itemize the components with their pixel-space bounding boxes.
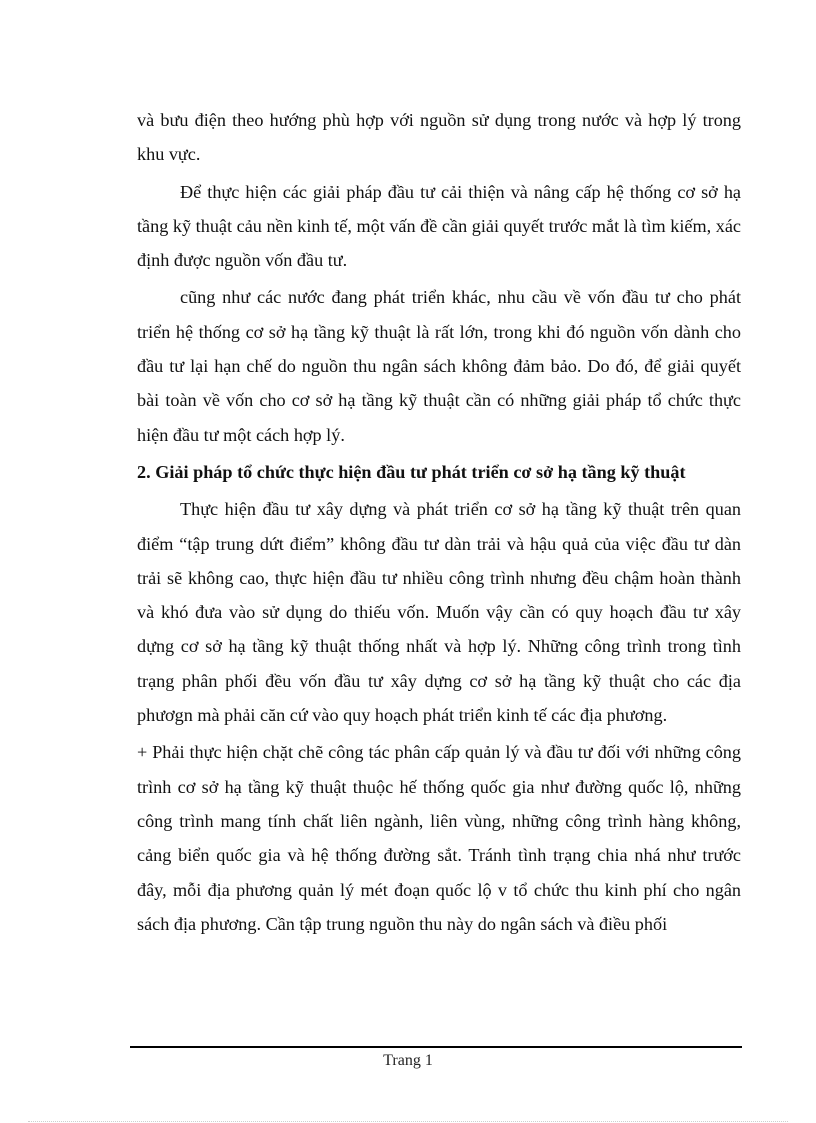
page-number: Trang 1 (383, 1052, 433, 1069)
footer-divider (130, 1046, 742, 1048)
section-heading: 2. Giải pháp tổ chức thực hiện đầu tư phát triển cơ sở hạ tầng kỹ thuật (137, 461, 686, 482)
paragraph-continuation: và bưu điện theo hướng phù hợp với nguồn sử dụng trong nước và hợp lý trong khu vực. (137, 110, 741, 165)
paragraph-management-decentralization: + Phải thực hiện chặt chẽ công tác phân cấp quản lý và đầu tư đối với những công trình cơ sở hạ tầng kỹ thuật thuộc hế thống quốc gia như đường quốc lộ, những công trình mang tính chất liên ngành, liên vùng, những công trình hàng không, cảng biển quốc gia và hệ thống đường sắt. Tránh tình trạng chia nhá như trước đây, mỗi địa phương quản lý mét đoạn quốc lộ v tổ chức thu kinh phí cho ngân sách địa phương. Cần tập trung nguồn thu này do ngân sách và điều phối (137, 742, 741, 934)
paragraph-capital-needs: cũng như các nước đang phát triển khác, nhu cầu về vốn đầu tư cho phát triển hệ thống cơ sở hạ tầng kỹ thuật là rất lớn, trong khi đó nguồn vốn dành cho đầu tư lại hạn chế do nguồn thu ngân sách không đảm bảo. Do đó, để giải quyết bài toàn về vốn cho cơ sở hạ tầng kỹ thuật cần có những giải pháp tổ chức thực hiện đầu tư một cách hợp lý. (137, 287, 741, 445)
paragraph-funding-search: Để thực hiện các giải pháp đầu tư cải thiện và nâng cấp hệ thống cơ sở hạ tầng kỹ thuật cảu nền kinh tế, một vấn đề cần giải quyết trước mắt là tìm kiếm, xác định được nguồn vốn đầu tư. (137, 181, 741, 271)
document-body (137, 103, 741, 944)
page-bottom-border (28, 1121, 788, 1122)
paragraph-focused-investment: Thực hiện đầu tư xây dựng và phát triển cơ sở hạ tầng kỹ thuật trên quan điểm “tập trung dứt điểm” không đầu tư dàn trải và hậu quả của việc đầu tư dàn trải sẽ không cao, thực hiện đầu tư nhiều công trình nhưng đều chậm hoàn thành và khó đưa vào sử dụng do thiếu vốn. Muốn vậy cần có quy hoạch đầu tư xây dựng cơ sở hạ tầng kỹ thuật thống nhất và hợp lý. Những công trình trong tình trạng phân phối đều vốn đầu tư xây dựng cơ sở hạ tầng kỹ thuật cho các địa phươgn mà phải căn cứ vào quy hoạch phát triển kinh tế các địa phương. (137, 499, 741, 726)
